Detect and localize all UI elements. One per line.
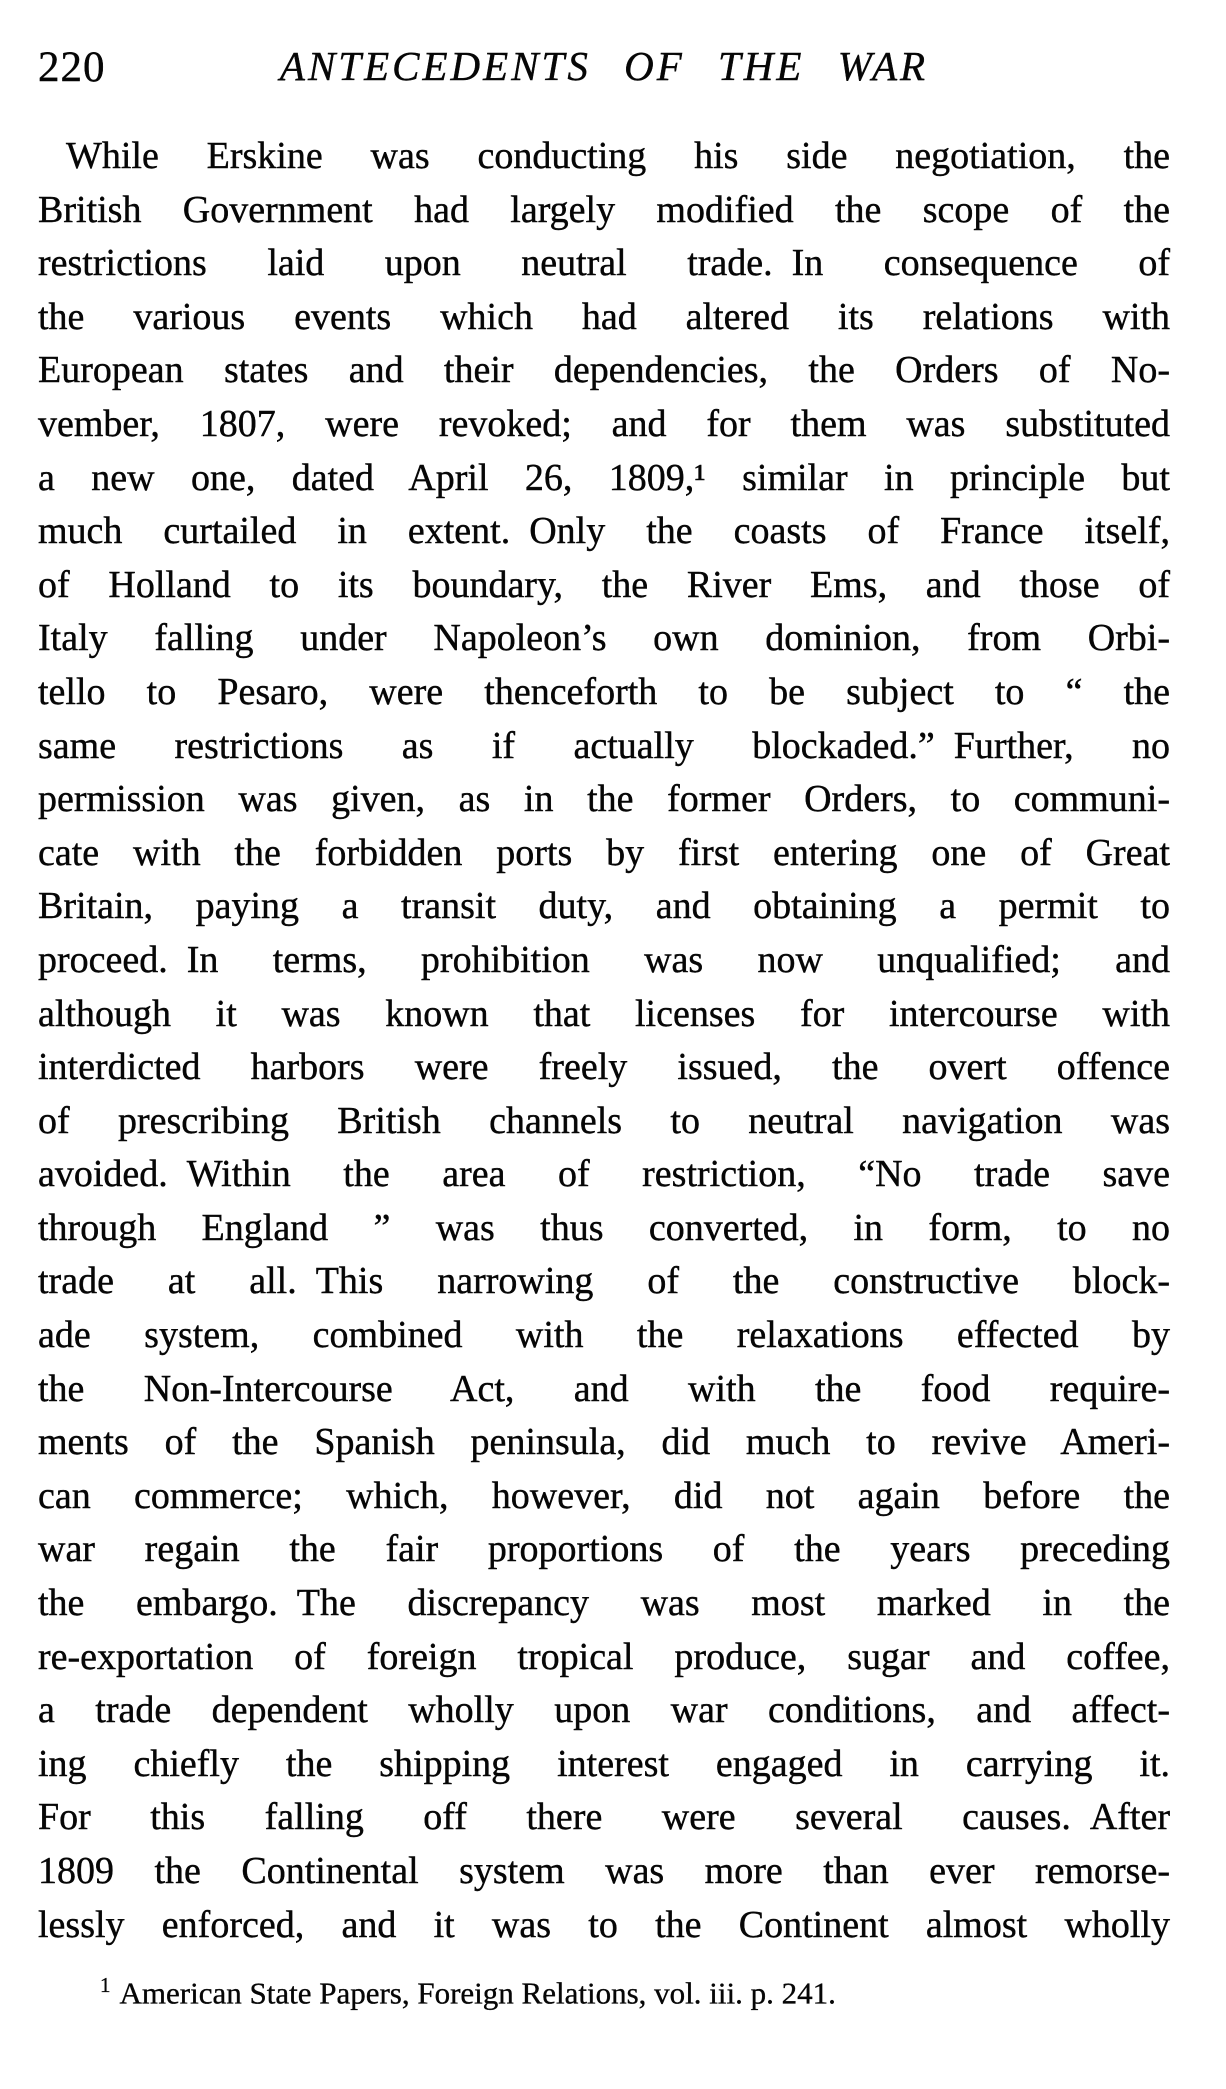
text-line: of prescribing British channels to neutral navigation was — [38, 1099, 1170, 1142]
text-line: interdicted harbors were freely issued, the overt offence — [38, 1046, 1170, 1089]
text-line: a trade dependent wholly upon war conditions, and affect- — [38, 1689, 1170, 1732]
text-line: tello to Pesaro, were thenceforth to be subject to “ the — [38, 670, 1170, 713]
text-line: of Holland to its boundary, the River Ems, and those of — [38, 563, 1170, 606]
page-body-text — [38, 130, 1170, 1952]
text-line: Britain, paying a transit duty, and obtaining a permit to — [38, 885, 1170, 928]
text-line: through England ” was thus converted, in form, to no — [38, 1206, 1170, 1249]
text-line: a new one, dated April 26, 1809,¹ similar in principle but — [38, 456, 1170, 499]
running-head: ANTECEDENTS OF THE WAR — [279, 43, 929, 89]
text-line: European states and their dependencies, the Orders of No- — [38, 349, 1170, 392]
text-line: vember, 1807, were revoked; and for them was substituted — [38, 402, 1170, 445]
text-line: can commerce; which, however, did not again before the — [38, 1474, 1170, 1517]
text-line: British Government had largely modified the scope of the — [38, 188, 1170, 231]
text-line: For this falling off there were several causes. After — [38, 1796, 1170, 1839]
text-line: ade system, combined with the relaxations effected by — [38, 1314, 1170, 1357]
text-line: cate with the forbidden ports by first entering one of Great — [38, 831, 1170, 874]
text-line: restrictions laid upon neutral trade. In consequence of — [38, 242, 1170, 285]
text-line: war regain the fair proportions of the years preceding — [38, 1528, 1170, 1571]
text-line: the embargo. The discrepancy was most marked in the — [38, 1582, 1170, 1625]
text-line: same restrictions as if actually blockaded.” Further, no — [38, 724, 1170, 767]
footnote-marker: 1 — [100, 1973, 111, 1997]
text-line: the various events which had altered its relations with — [38, 295, 1170, 338]
text-line: permission was given, as in the former Orders, to communi- — [38, 778, 1170, 821]
page-header — [38, 44, 1170, 98]
text-line: lessly enforced, and it was to the Continent almost wholly — [38, 1903, 1170, 1946]
footnote-text: American State Papers, Foreign Relations, vol. iii. p. 241. — [119, 1975, 836, 2011]
text-line: the Non-Intercourse Act, and with the food require- — [38, 1367, 1170, 1410]
text-line: proceed. In terms, prohibition was now unqualified; and — [38, 938, 1170, 981]
footnote — [100, 1972, 836, 2013]
page-number: 220 — [38, 44, 106, 91]
text-line: ments of the Spanish peninsula, did much to revive Ameri- — [38, 1421, 1170, 1464]
text-line: While Erskine was conducting his side negotiation, the — [66, 135, 1170, 177]
text-line: avoided. Within the area of restriction, “No trade save — [38, 1153, 1170, 1196]
text-line: trade at all. This narrowing of the constructive block- — [38, 1260, 1170, 1303]
text-line: 1809 the Continental system was more than ever remorse- — [38, 1850, 1170, 1892]
text-line: although it was known that licenses for intercourse with — [38, 992, 1170, 1035]
text-line: much curtailed in extent. Only the coasts of France itself, — [38, 510, 1170, 553]
text-line: Italy falling under Napoleon’s own dominion, from Orbi- — [38, 617, 1170, 660]
text-line: ing chiefly the shipping interest engaged in carrying it. — [38, 1742, 1170, 1785]
text-line: re-exportation of foreign tropical produce, sugar and coffee, — [38, 1635, 1170, 1678]
